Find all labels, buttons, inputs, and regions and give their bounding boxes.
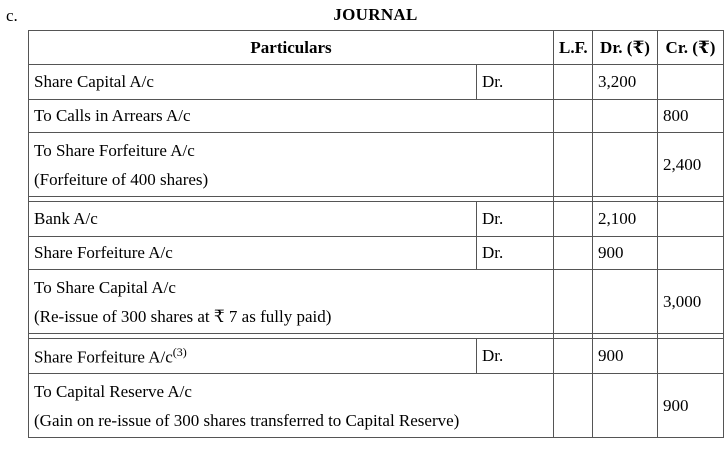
dr-label: Dr. [477,202,554,237]
credit-amount-empty [658,237,724,270]
debit-amount: 900 [593,339,658,374]
header-cr: Cr. (₹) [658,31,724,65]
narration: (Re-issue of 300 shares at ₹ 7 as fully paid) [34,306,332,326]
credit-amount: 800 [658,100,724,133]
debit-amount: 900 [593,237,658,270]
section-label: c. [6,6,18,25]
table-row [29,202,724,237]
lf-cell [554,133,593,197]
table-row [29,374,724,438]
journal-title: JOURNAL [333,5,418,24]
credit-account: To Capital Reserve A/c [34,381,192,401]
debit-amount: 3,200 [593,65,658,100]
debit-account: Share Forfeiture A/c [29,237,477,270]
credit-account-with-narration [29,133,554,197]
credit-amount: 900 [658,374,724,438]
debit-account: Bank A/c [29,202,477,237]
credit-account-with-narration [29,270,554,334]
table-row [29,65,724,100]
lf-cell [554,65,593,100]
credit-amount-empty [658,202,724,237]
table-row [29,100,724,133]
table-row [29,133,724,197]
debit-amount-empty [593,100,658,133]
debit-amount-empty [593,374,658,438]
header-dr: Dr. (₹) [593,31,658,65]
narration: (Gain on re-issue of 300 shares transferred to Capital Reserve) [34,410,460,430]
narration: (Forfeiture of 400 shares) [34,169,209,189]
table-row [29,237,724,270]
credit-amount: 3,000 [658,270,724,334]
credit-amount-empty [658,65,724,100]
debit-account: Share Forfeiture A/c [34,347,173,367]
debit-amount-empty [593,133,658,197]
footnote-marker: (3) [172,344,187,359]
dr-label: Dr. [477,65,554,100]
debit-amount-empty [593,270,658,334]
dr-label: Dr. [477,339,554,374]
lf-cell [554,339,593,374]
table-row [29,339,724,374]
credit-account-with-narration [29,374,554,438]
lf-cell [554,202,593,237]
header-row [29,31,724,65]
lf-cell [554,237,593,270]
debit-amount: 2,100 [593,202,658,237]
debit-account: Share Capital A/c [29,65,477,100]
credit-account: To Share Forfeiture A/c [34,140,195,160]
credit-account: To Share Capital A/c [34,277,176,297]
journal-table [28,30,724,438]
table-row [29,270,724,334]
debit-account-with-footnote [29,339,477,374]
header-particulars: Particulars [29,31,554,65]
lf-cell [554,374,593,438]
lf-cell [554,270,593,334]
credit-amount-empty [658,339,724,374]
lf-cell [554,100,593,133]
header-lf: L.F. [554,31,593,65]
credit-account: To Calls in Arrears A/c [29,100,554,133]
dr-label: Dr. [477,237,554,270]
credit-amount: 2,400 [658,133,724,197]
